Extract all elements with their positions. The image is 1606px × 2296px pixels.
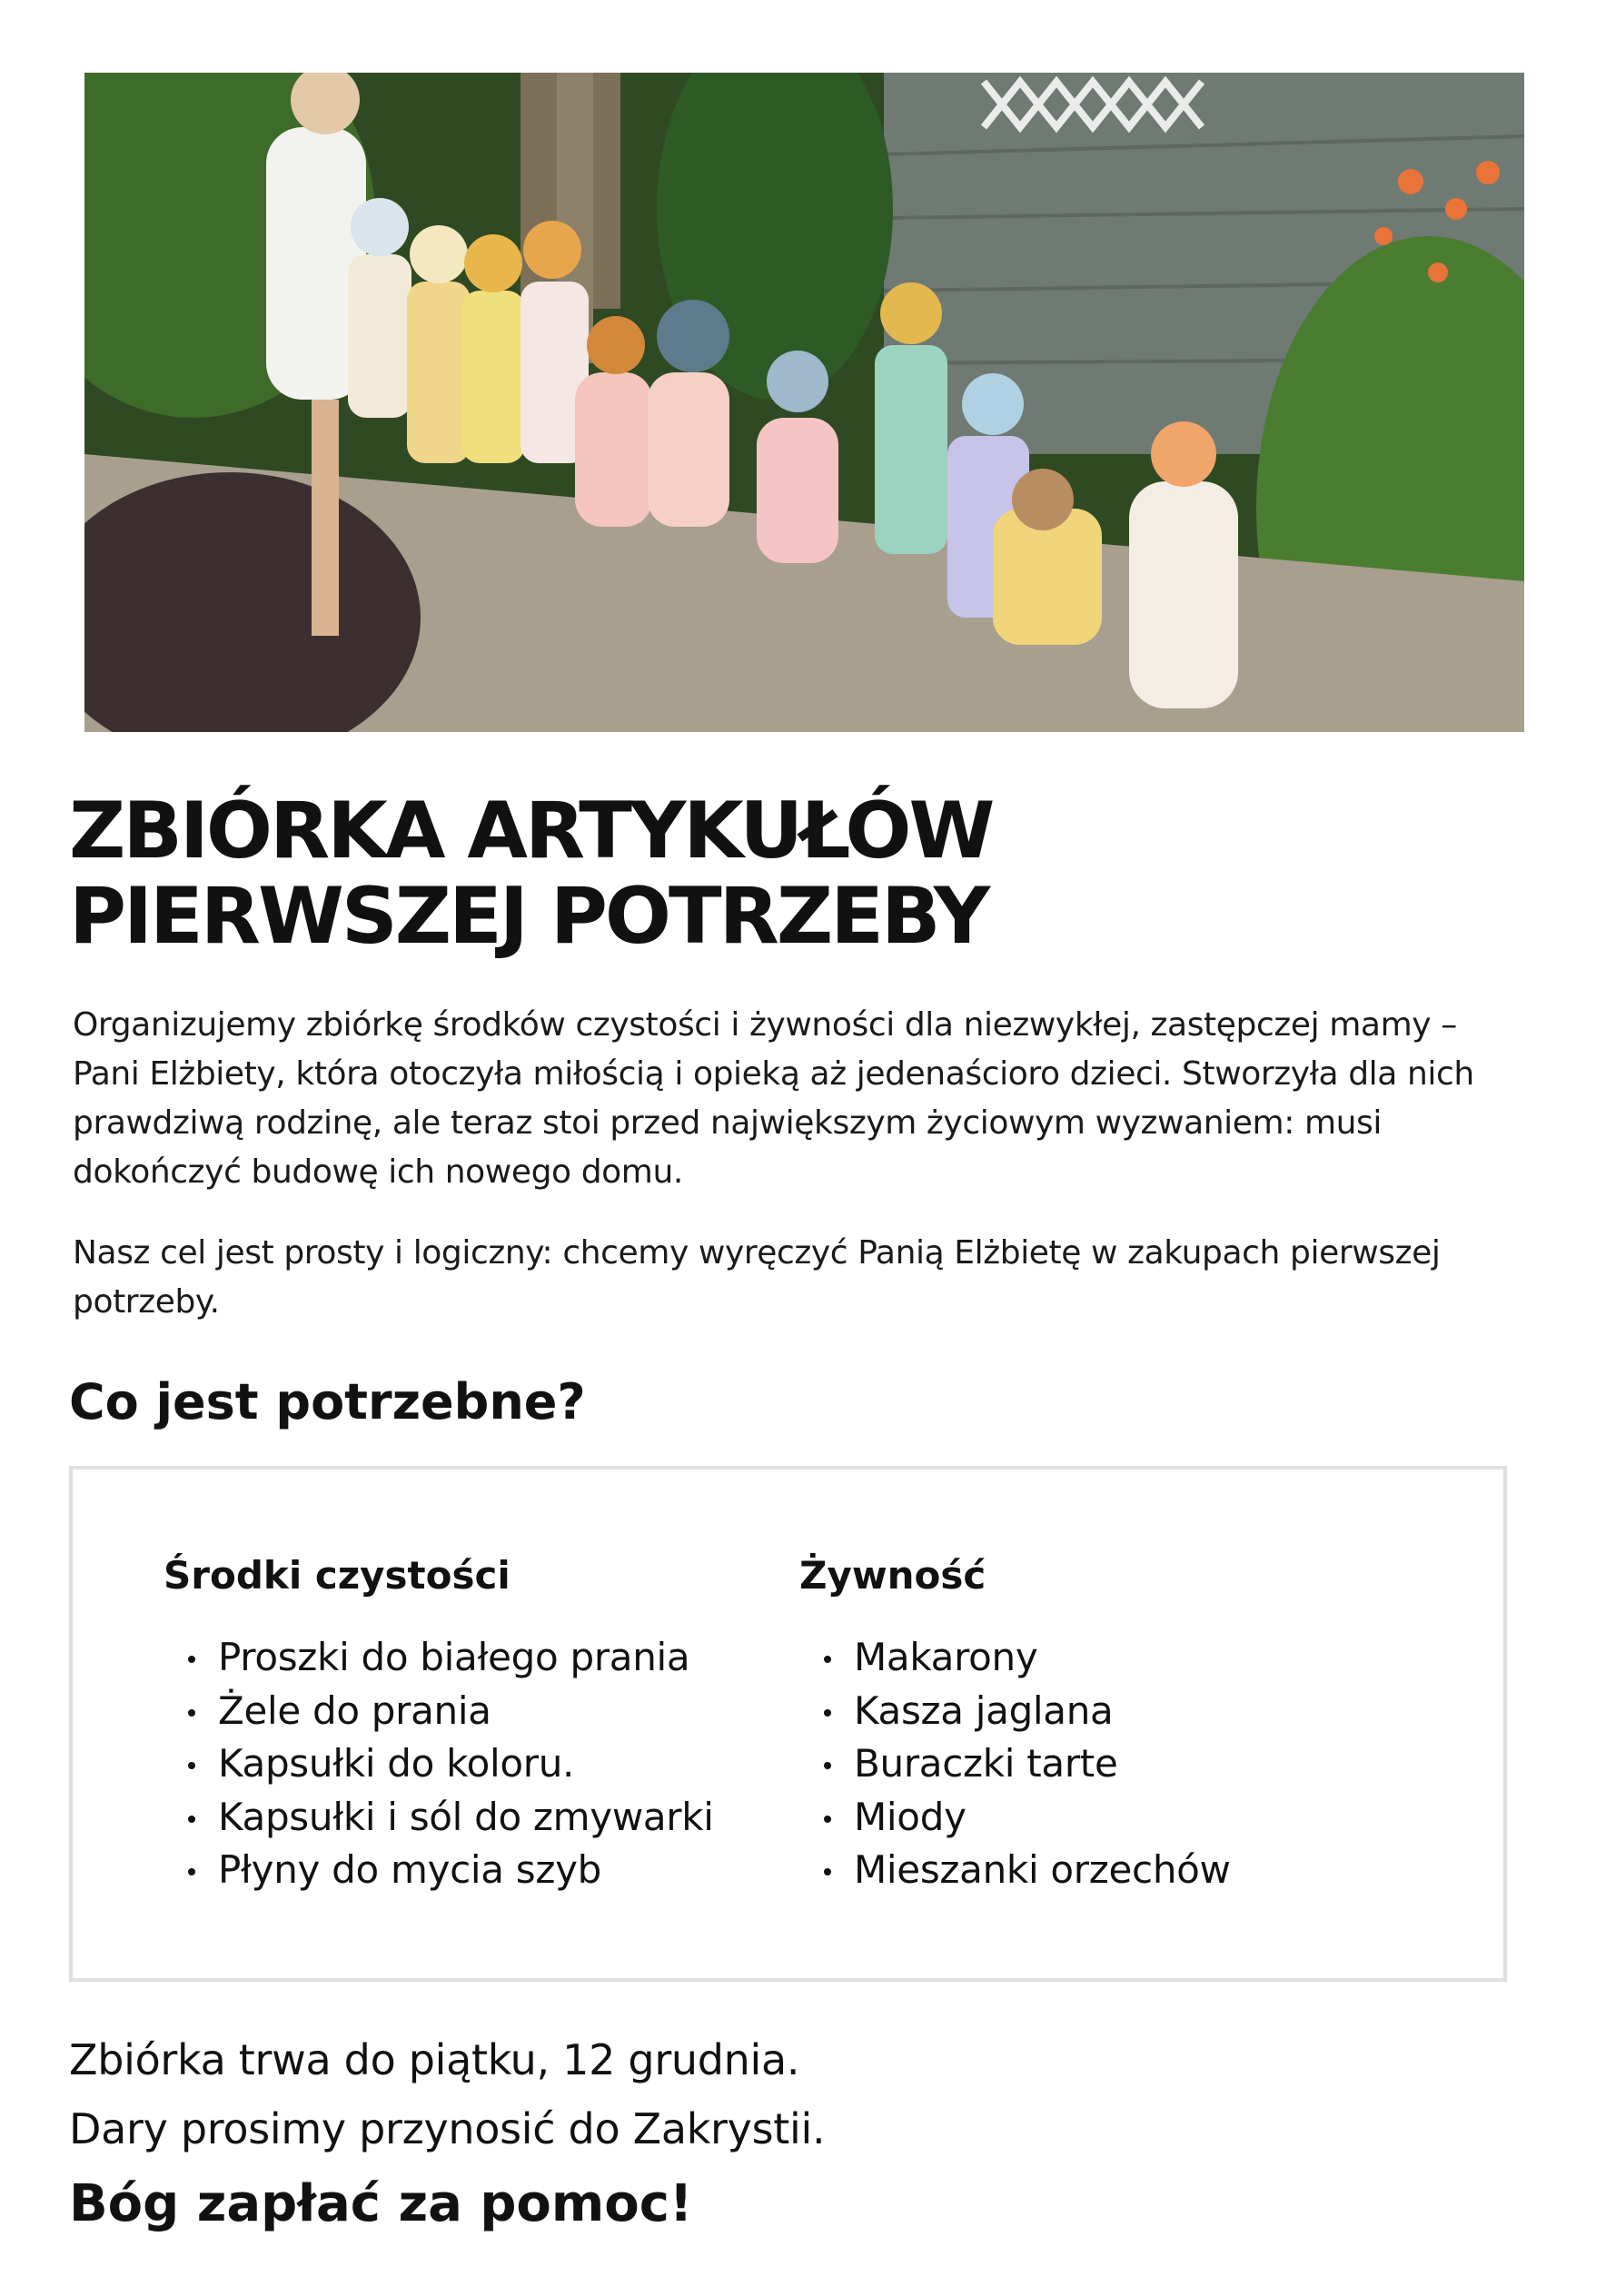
list-item: Mieszanki orzechów	[799, 1844, 1231, 1897]
intro-paragraph: Organizujemy zbiórkę środków czystości i żywności dla niezwykłej, zastępczej mamy – Pani Elżbiety, która otoczyła miłością i opieką aż jedenaścioro dzieci. Stworzyła dla nich prawdziwą rodzinę, ale teraz stoi przed największym życiowym wyzwaniem: musi dokończyć budowę ich nowego domu.	[73, 1006, 1474, 1191]
list-item: Buraczki tarte	[799, 1737, 1231, 1791]
goal-paragraph: Nasz cel jest prosty i logiczny: chcemy wyręczyć Panią Elżbietę w zakupach pierwszej potrzeby.	[73, 1234, 1441, 1321]
deadline-text: Zbiórka trwa do piątku, 12 grudnia.	[69, 2035, 800, 2084]
list-item: Kapsułki do koloru.	[164, 1737, 714, 1791]
title-line-1: ZBIÓRKA ARTYKUŁÓW	[69, 786, 993, 876]
list-item: Miody	[799, 1791, 1231, 1845]
needs-heading: Co jest potrzebne?	[69, 1373, 586, 1430]
page-title	[69, 786, 1250, 962]
dropoff-text: Dary prosimy przynosić do Zakrystii.	[69, 2104, 826, 2153]
food-column	[799, 1553, 1231, 1897]
list-item: Kasza jaglana	[799, 1685, 1231, 1738]
food-heading: Żywność	[799, 1553, 986, 1598]
list-item: Proszki do białego prania	[164, 1631, 714, 1685]
garden-children-photo	[84, 73, 1524, 732]
cleaning-column	[164, 1553, 714, 1897]
cleaning-heading: Środki czystości	[164, 1553, 511, 1598]
thanks-text: Bóg zapłać za pomoc!	[69, 2174, 693, 2233]
food-list	[799, 1631, 1231, 1897]
list-item: Żele do prania	[164, 1685, 714, 1738]
list-item: Kapsułki i sól do zmywarki	[164, 1791, 714, 1845]
cleaning-list	[164, 1631, 714, 1897]
hero-photo	[84, 73, 1524, 732]
list-item: Płyny do mycia szyb	[164, 1844, 714, 1897]
needs-box	[69, 1466, 1507, 1982]
list-item: Makarony	[799, 1631, 1231, 1685]
title-line-2: PIERWSZEJ POTRZEBY	[69, 871, 988, 962]
